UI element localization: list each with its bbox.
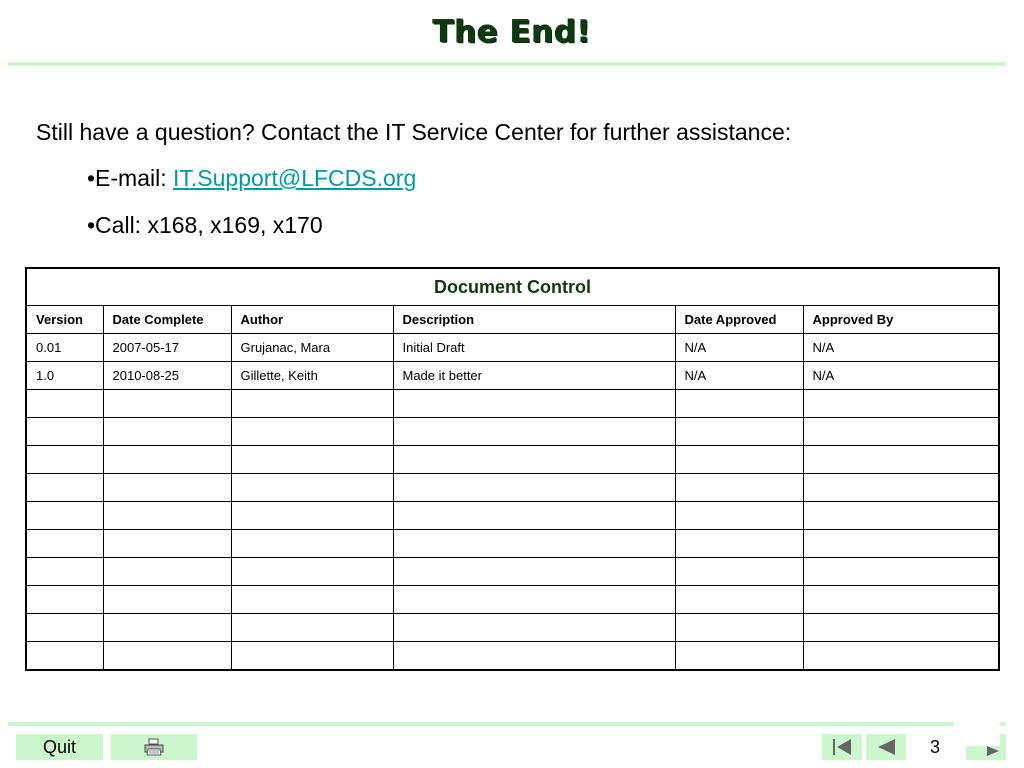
table-cell: [26, 474, 103, 502]
table-cell: [26, 502, 103, 530]
table-cell: [675, 502, 803, 530]
table-cell: [103, 502, 231, 530]
table-cell: [393, 502, 675, 530]
print-button[interactable]: [111, 734, 197, 760]
table-cell: [231, 614, 393, 642]
table-row: [26, 418, 999, 446]
table-cell: [231, 446, 393, 474]
table-cell: [675, 446, 803, 474]
page-number: 3: [929, 736, 940, 757]
slide-title: The End!: [432, 14, 592, 50]
table-cell: [803, 614, 999, 642]
table-cell: [231, 642, 393, 671]
table-cell: [675, 614, 803, 642]
table-cell: [803, 418, 999, 446]
intro-text: Still have a question? Contact the IT Service Center for further assistance:: [36, 119, 792, 145]
table-cell: [103, 418, 231, 446]
table-cell: 2007-05-17: [103, 334, 231, 362]
table-cell: [103, 474, 231, 502]
email-label: •E-mail:: [87, 165, 174, 191]
printer-icon: [143, 738, 165, 756]
skip-to-first-icon: [831, 738, 853, 756]
table-cell: [803, 390, 999, 418]
table-cell: [103, 558, 231, 586]
table-cell: [393, 642, 675, 671]
table-cell: [26, 586, 103, 614]
document-control-table: [25, 267, 1000, 671]
table-row: [26, 502, 999, 530]
table-row: [26, 530, 999, 558]
table-row: [26, 446, 999, 474]
table-cell: [103, 530, 231, 558]
next-button-overlay: [954, 716, 1000, 746]
table-cell: 1.0: [26, 362, 103, 390]
table-cell: [675, 642, 803, 671]
table-cell: [103, 390, 231, 418]
table-cell: [103, 446, 231, 474]
table-row: [26, 362, 999, 390]
table-cell: [393, 418, 675, 446]
table-cell: [675, 390, 803, 418]
table-cell: [803, 446, 999, 474]
email-link[interactable]: IT.Support@LFCDS.org: [173, 165, 417, 191]
table-cell: [26, 530, 103, 558]
table-cell: [803, 530, 999, 558]
table-cell: [675, 558, 803, 586]
table-cell: [26, 418, 103, 446]
table-cell: N/A: [675, 362, 803, 390]
footer-divider: [8, 722, 1006, 726]
first-slide-button[interactable]: [822, 734, 862, 760]
table-cell: [26, 558, 103, 586]
table-cell: [675, 586, 803, 614]
previous-slide-icon: [875, 738, 897, 756]
table-cell: [231, 530, 393, 558]
column-header: Description: [393, 306, 675, 334]
table-cell: [393, 586, 675, 614]
table-cell: [26, 614, 103, 642]
table-row: [26, 586, 999, 614]
table-cell: [393, 558, 675, 586]
table-cell: [103, 642, 231, 671]
table-cell: [803, 474, 999, 502]
table-cell: N/A: [803, 362, 999, 390]
table-cell: [231, 474, 393, 502]
column-header: Approved By: [803, 306, 999, 334]
column-header: Author: [231, 306, 393, 334]
table-cell: [803, 586, 999, 614]
table-cell: [393, 446, 675, 474]
table-row: [26, 334, 999, 362]
title-divider: [8, 62, 1006, 66]
column-header: Date Approved: [675, 306, 803, 334]
table-cell: N/A: [803, 334, 999, 362]
table-row: [26, 390, 999, 418]
table-cell: [231, 390, 393, 418]
email-bullet: [87, 165, 416, 192]
column-header: Date Complete: [103, 306, 231, 334]
table-cell: [393, 530, 675, 558]
table-cell: [803, 558, 999, 586]
table-row: [26, 558, 999, 586]
table-cell: [26, 390, 103, 418]
previous-slide-button[interactable]: [866, 734, 906, 760]
table-cell: [675, 418, 803, 446]
table-row: [26, 614, 999, 642]
table-cell: [26, 446, 103, 474]
table-cell: [103, 586, 231, 614]
table-cell: [803, 642, 999, 671]
table-cell: [231, 558, 393, 586]
table-cell: [231, 418, 393, 446]
table-cell: [103, 614, 231, 642]
table-row: [26, 642, 999, 671]
table-cell: 0.01: [26, 334, 103, 362]
table-cell: [231, 502, 393, 530]
table-header-row: [26, 306, 999, 334]
table-cell: [26, 642, 103, 671]
table-caption: Document Control: [26, 268, 999, 306]
table-cell: [803, 502, 999, 530]
table-cell: [393, 614, 675, 642]
call-bullet: •Call: x168, x169, x170: [87, 212, 323, 238]
column-header: Version: [26, 306, 103, 334]
table-cell: 2010-08-25: [103, 362, 231, 390]
table-cell: Made it better: [393, 362, 675, 390]
table-cell: [675, 474, 803, 502]
table-cell: [231, 586, 393, 614]
table-cell: Gillette, Keith: [231, 362, 393, 390]
table-cell: Grujanac, Mara: [231, 334, 393, 362]
table-row: [26, 474, 999, 502]
table-cell: [393, 474, 675, 502]
quit-button[interactable]: Quit: [16, 734, 103, 760]
next-slide-icon: [986, 745, 1000, 757]
table-cell: [393, 390, 675, 418]
table-cell: Initial Draft: [393, 334, 675, 362]
table-cell: [675, 530, 803, 558]
table-cell: N/A: [675, 334, 803, 362]
